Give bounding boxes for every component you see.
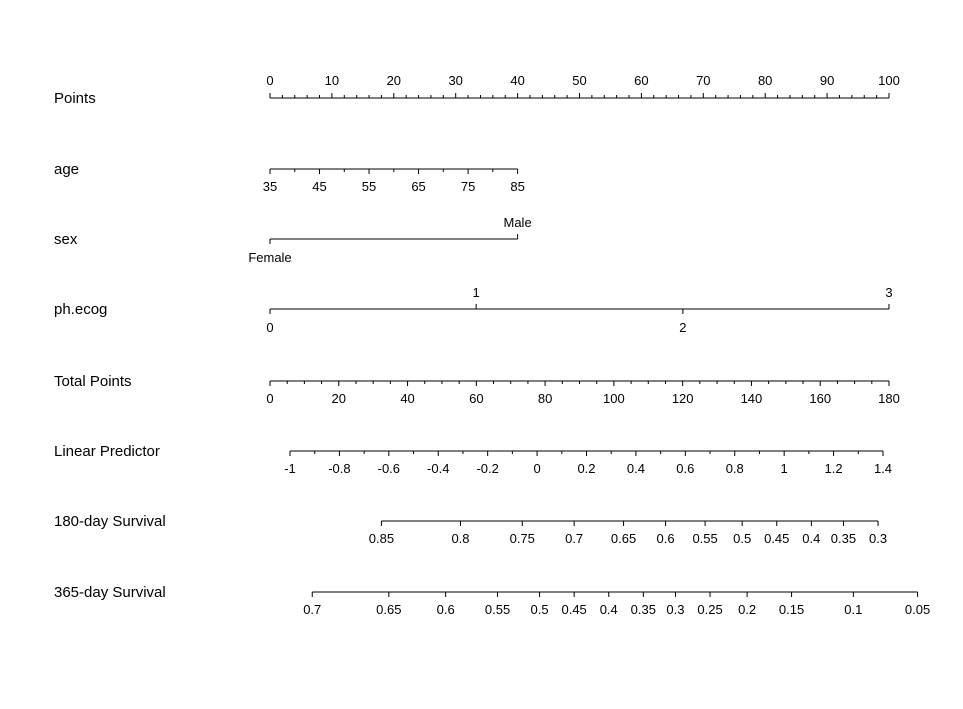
tick-label-linear-predictor-1: -1 (284, 461, 296, 476)
tick-label-age-45: 45 (312, 179, 327, 194)
tick-label-linear-predictor-0-6: -0.6 (377, 461, 401, 476)
tick-label-365-day-survival-0-5: 0.5 (530, 602, 549, 617)
tick-label-365-day-survival-0-1: 0.1 (844, 602, 863, 617)
tick-label-total-points-140: 140 (740, 391, 763, 406)
tick-label-total-points-120: 120 (671, 391, 694, 406)
tick-label-ph-ecog-0: 0 (266, 320, 274, 335)
row-180-day-survival (54, 513, 887, 546)
tick-label-365-day-survival-0-45: 0.45 (561, 602, 587, 617)
tick-label-linear-predictor-0: 0 (533, 461, 541, 476)
row-points (54, 73, 900, 107)
tick-label-total-points-0: 0 (266, 391, 274, 406)
row-sex (54, 215, 532, 265)
tick-label-total-points-180: 180 (878, 391, 900, 406)
row-label-total-points: Total Points (54, 373, 132, 390)
row-label-180-day-survival: 180-day Survival (54, 513, 166, 530)
tick-label-180-day-survival-0-35: 0.35 (830, 531, 857, 546)
tick-label-total-points-20: 20 (331, 391, 347, 406)
tick-label-total-points-40: 40 (400, 391, 415, 406)
row-label-points: Points (54, 90, 96, 107)
tick-label-sex-male: Male (503, 215, 532, 230)
tick-label-points-90: 90 (819, 73, 835, 88)
row-label-age: age (54, 161, 80, 178)
tick-label-total-points-100: 100 (603, 391, 625, 406)
tick-label-total-points-80: 80 (537, 391, 553, 406)
tick-label-sex-female: Female (248, 250, 292, 265)
tick-label-ph-ecog-3: 3 (885, 285, 893, 300)
tick-label-180-day-survival-0-65: 0.65 (610, 531, 637, 546)
tick-label-365-day-survival-0-65: 0.65 (376, 602, 402, 617)
row-age (54, 161, 525, 194)
tick-label-linear-predictor-1-2: 1.2 (824, 461, 843, 476)
tick-label-180-day-survival-0-75: 0.75 (509, 531, 535, 546)
tick-label-age-55: 55 (361, 179, 377, 194)
tick-label-365-day-survival-0-25: 0.25 (697, 602, 723, 617)
tick-label-points-80: 80 (757, 73, 773, 88)
tick-label-age-35: 35 (262, 179, 278, 194)
tick-label-linear-predictor-1-4: 1.4 (873, 461, 893, 476)
tick-label-linear-predictor-0-8: -0.8 (328, 461, 351, 476)
tick-label-points-70: 70 (696, 73, 711, 88)
row-label-sex: sex (54, 231, 78, 248)
tick-label-points-40: 40 (510, 73, 525, 88)
row-365-day-survival (54, 584, 930, 617)
tick-label-180-day-survival-0-55: 0.55 (692, 531, 718, 546)
tick-label-points-50: 50 (572, 73, 587, 88)
tick-label-linear-predictor-0-2: -0.2 (476, 461, 499, 476)
tick-label-linear-predictor-0-4: -0.4 (427, 461, 450, 476)
tick-label-365-day-survival-0-3: 0.3 (666, 602, 685, 617)
tick-label-180-day-survival-0-7: 0.7 (565, 531, 584, 546)
tick-label-365-day-survival-0-6: 0.6 (436, 602, 455, 617)
tick-label-180-day-survival-0-8: 0.8 (451, 531, 470, 546)
tick-label-total-points-160: 160 (809, 391, 832, 406)
tick-label-365-day-survival-0-7: 0.7 (303, 602, 322, 617)
tick-label-points-10: 10 (324, 73, 340, 88)
tick-label-linear-predictor-0-2: 0.2 (577, 461, 596, 476)
row-ph-ecog (54, 285, 893, 335)
tick-label-365-day-survival-0-4: 0.4 (599, 602, 618, 617)
tick-label-points-100: 100 (878, 73, 900, 88)
tick-label-365-day-survival-0-2: 0.2 (738, 602, 757, 617)
tick-label-points-30: 30 (448, 73, 463, 88)
tick-label-180-day-survival-0-6: 0.6 (656, 531, 675, 546)
tick-label-180-day-survival-0-3: 0.3 (869, 531, 888, 546)
tick-label-180-day-survival-0-4: 0.4 (802, 531, 821, 546)
tick-label-points-20: 20 (386, 73, 402, 88)
row-label-365-day-survival: 365-day Survival (54, 584, 166, 601)
row-total-points (54, 373, 900, 406)
row-label-ph-ecog: ph.ecog (54, 301, 108, 318)
tick-label-180-day-survival-0-85: 0.85 (368, 531, 395, 546)
tick-label-ph-ecog-1: 1 (472, 285, 480, 300)
tick-label-365-day-survival-0-15: 0.15 (778, 602, 805, 617)
tick-label-linear-predictor-0-8: 0.8 (725, 461, 744, 476)
tick-label-age-85: 85 (510, 179, 525, 194)
tick-label-age-65: 65 (411, 179, 426, 194)
tick-label-points-0: 0 (266, 73, 274, 88)
row-label-linear-predictor: Linear Predictor (54, 443, 160, 460)
tick-label-linear-predictor-1: 1 (780, 461, 788, 476)
tick-label-linear-predictor-0-4: 0.4 (626, 461, 645, 476)
tick-label-linear-predictor-0-6: 0.6 (676, 461, 695, 476)
tick-label-age-75: 75 (460, 179, 476, 194)
tick-label-365-day-survival-0-35: 0.35 (630, 602, 656, 617)
tick-label-ph-ecog-2: 2 (679, 320, 687, 335)
tick-label-total-points-60: 60 (469, 391, 484, 406)
tick-label-180-day-survival-0-45: 0.45 (764, 531, 790, 546)
tick-label-365-day-survival-0-05: 0.05 (904, 602, 931, 617)
tick-label-180-day-survival-0-5: 0.5 (733, 531, 752, 546)
tick-label-points-60: 60 (634, 73, 649, 88)
row-linear-predictor (54, 443, 892, 476)
tick-label-365-day-survival-0-55: 0.55 (484, 602, 511, 617)
